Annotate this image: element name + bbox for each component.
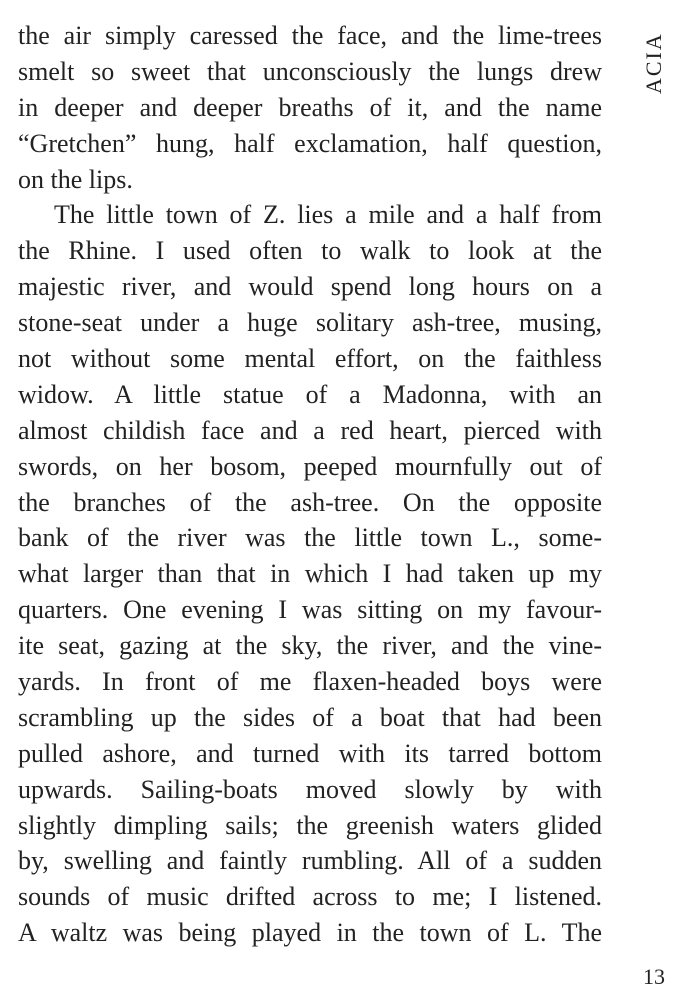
text-line: scrambling up the sides of a boat that had been: [18, 702, 602, 732]
text-line: majestic river, and would spend long hours on a: [18, 272, 602, 302]
text-line: by, swelling and faintly rumbling. All of a sudden: [18, 846, 602, 876]
text-line: not without some mental effort, on the faithless: [18, 344, 602, 374]
text-line: upwards. Sailing-boats moved slowly by with: [18, 774, 602, 804]
text-line: on the lips.: [18, 164, 133, 194]
text-line: the branches of the ash-tree. On the opposite: [18, 487, 602, 517]
body-text: [18, 18, 602, 951]
text-line: in deeper and deeper breaths of it, and the name: [18, 92, 602, 122]
text-line: The little town of Z. lies a mile and a half from: [54, 200, 602, 230]
text-line: stone-seat under a huge solitary ash-tree, musing,: [18, 308, 602, 338]
text-line: slightly dimpling sails; the greenish waters glided: [18, 810, 602, 840]
text-line: ite seat, gazing at the sky, the river, and the vine-: [18, 631, 602, 661]
running-head: ACIA: [641, 32, 666, 94]
text-line: almost childish face and a red heart, pierced with: [18, 415, 602, 445]
page-number: 13: [643, 964, 665, 989]
text-line: smelt so sweet that unconsciously the lungs drew: [18, 56, 602, 86]
text-line: widow. A little statue of a Madonna, with an: [18, 379, 602, 409]
text-line: sounds of music drifted across to me; I listened.: [18, 882, 602, 912]
text-line: pulled ashore, and turned with its tarred bottom: [18, 738, 602, 768]
text-line: yards. In front of me flaxen-headed boys were: [18, 667, 602, 697]
text-line: quarters. One evening I was sitting on my favour-: [18, 595, 602, 625]
text-line: A waltz was being played in the town of L. The: [18, 918, 602, 948]
text-line: the Rhine. I used often to walk to look at the: [18, 236, 602, 266]
text-line: what larger than that in which I had taken up my: [18, 559, 602, 589]
text-line: the air simply caressed the face, and the lime-trees: [18, 21, 602, 50]
text-line: “Gretchen” hung, half exclamation, half question,: [18, 128, 602, 158]
text-line: bank of the river was the little town L., some-: [18, 523, 602, 553]
text-line: swords, on her bosom, peeped mournfully out of: [18, 451, 602, 481]
